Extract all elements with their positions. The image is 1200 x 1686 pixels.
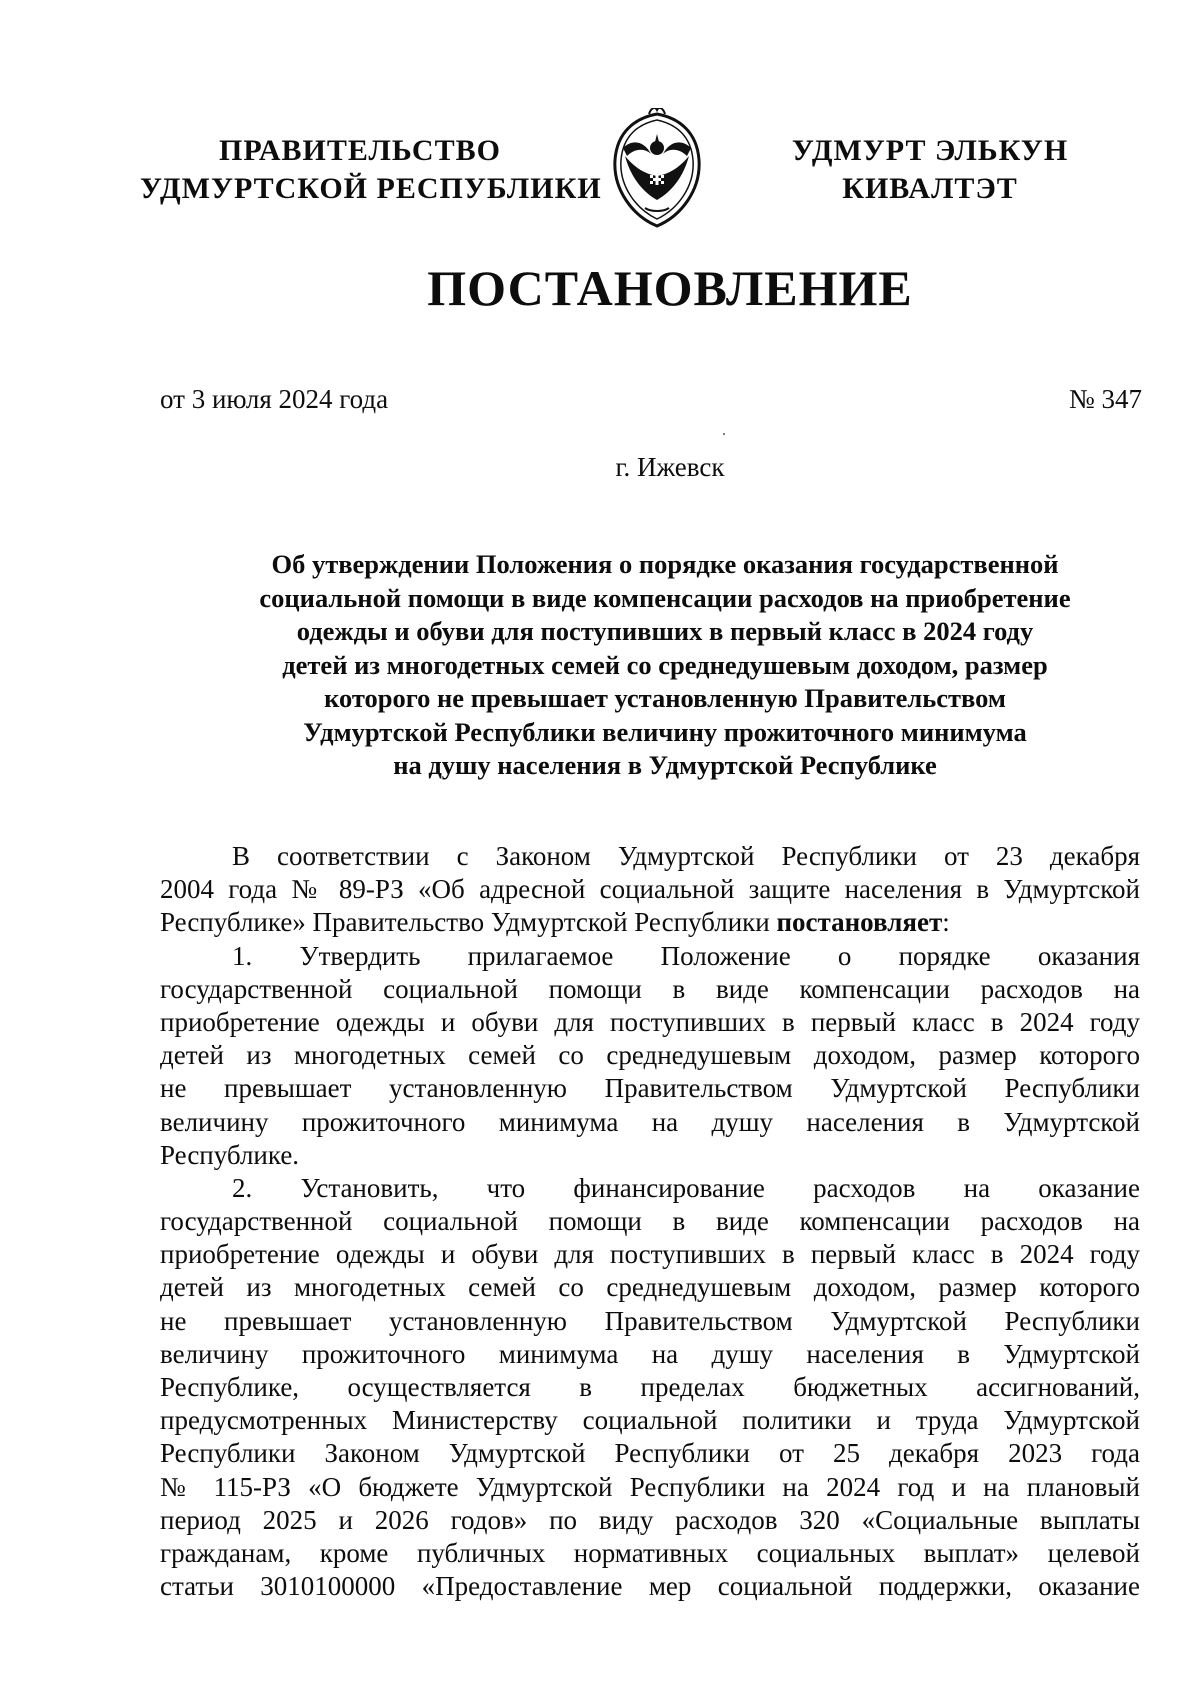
udmurt-coat-of-arms-icon — [605, 108, 710, 233]
paragraph-1-line: не превышает установленную Правительством Удмуртской Республики — [160, 1073, 1140, 1104]
title-line: детей из многодетных семей со среднедушевым доходом, размер — [282, 649, 1048, 680]
title-line: Об утверждении Положения о порядке оказания государственной — [271, 549, 1059, 579]
paragraph-2-line: величину прожиточного минимума на душу населения в Удмуртской — [160, 1338, 1140, 1369]
paragraph-2-line: предусмотренных Министерству социальной политики и труда Удмуртской — [160, 1405, 1140, 1436]
paragraph-1-line: детей из многодетных семей со среднедушевым доходом, размер которого — [160, 1040, 1140, 1071]
document-city: г. Ижевск — [615, 452, 725, 482]
title-line: которого не превышает установленную Правительством — [324, 683, 1006, 713]
preamble-line — [160, 906, 1140, 939]
paragraph-2-line: не превышает установленную Правительством Удмуртской Республики — [160, 1305, 1140, 1336]
government-name-russian — [140, 132, 602, 208]
paragraph-2-line: период 2025 и 2026 годов» по виду расходов 320 «Социальные выплаты — [160, 1504, 1140, 1535]
preamble-line: 2004 года № 89-РЗ «Об адресной социальной защите населения в Удмуртской — [160, 874, 1140, 905]
paragraph-2-line: детей из многодетных семей со среднедушевым доходом, размер которого — [160, 1272, 1140, 1303]
paragraph-2-line: Республике, осуществляется в пределах бюджетных ассигнований, — [160, 1372, 1140, 1402]
paragraph-2-line: государственной социальной помощи в виде компенсации расходов на — [160, 1206, 1140, 1237]
scan-speck — [723, 433, 725, 435]
paragraph-2-line: № 115-РЗ «О бюджете Удмуртской Республики на 2024 год и на плановый — [160, 1471, 1140, 1502]
document-number: № 347 — [1068, 384, 1142, 414]
header-left-line-1: ПРАВИТЕЛЬСТВО — [219, 134, 501, 167]
document-date: от 3 июля 2024 года — [160, 384, 389, 414]
paragraph-1-line: 1. Утвердить прилагаемое Положение о порядке оказания — [232, 940, 1140, 971]
preamble-colon: : — [942, 907, 950, 938]
header-right-line-1: УДМУРТ ЭЛЬКУН — [791, 134, 1069, 167]
paragraph-1-line: величину прожиточного минимума на душу населения в Удмуртской — [160, 1106, 1140, 1137]
document-type-heading: ПОСТАНОВЛЕНИЕ — [427, 260, 913, 316]
header-right-line-2: КИВАЛТЭТ — [842, 172, 1018, 205]
paragraph-2-line: 2. Установить, что финансирование расходов на оказание — [232, 1172, 1140, 1203]
paragraph-1-line: Республике. — [160, 1139, 300, 1170]
title-line: одежды и обуви для поступивших в первый класс в 2024 году — [296, 616, 1034, 646]
paragraph-1-line: приобретение одежды и обуви для поступивших в первый класс в 2024 году — [160, 1006, 1140, 1037]
paragraph-2-line: гражданам, кроме публичных нормативных социальных выплат» целевой — [160, 1537, 1140, 1568]
paragraph-2-line: Республики Законом Удмуртской Республики от 25 декабря 2023 года — [160, 1438, 1140, 1469]
preamble-line: В соответствии с Законом Удмуртской Республики от 23 декабря — [232, 841, 1140, 871]
government-name-udmurt — [785, 132, 1075, 208]
paragraph-1-line: государственной социальной помощи в виде компенсации расходов на — [160, 973, 1140, 1004]
title-line: Удмуртской Республики величину прожиточного минимума — [303, 716, 1027, 747]
header-left-line-2: УДМУРТСКОЙ РЕСПУБЛИКИ — [140, 172, 602, 205]
paragraph-2-line: приобретение одежды и обуви для поступивших в первый класс в 2024 году — [160, 1239, 1140, 1270]
title-line: на душу населения в Удмуртской Республике — [393, 750, 937, 780]
paragraph-2-line: статьи 3010100000 «Предоставление мер социальной поддержки, оказание — [160, 1571, 1140, 1602]
title-line: социальной помощи в виде компенсации расходов на приобретение — [259, 582, 1071, 613]
preamble-text: Республике» Правительство Удмуртской Республики — [160, 907, 777, 938]
document-title — [150, 548, 1180, 783]
preamble-resolves: постановляет — [776, 907, 943, 938]
document-body — [160, 840, 1140, 1603]
